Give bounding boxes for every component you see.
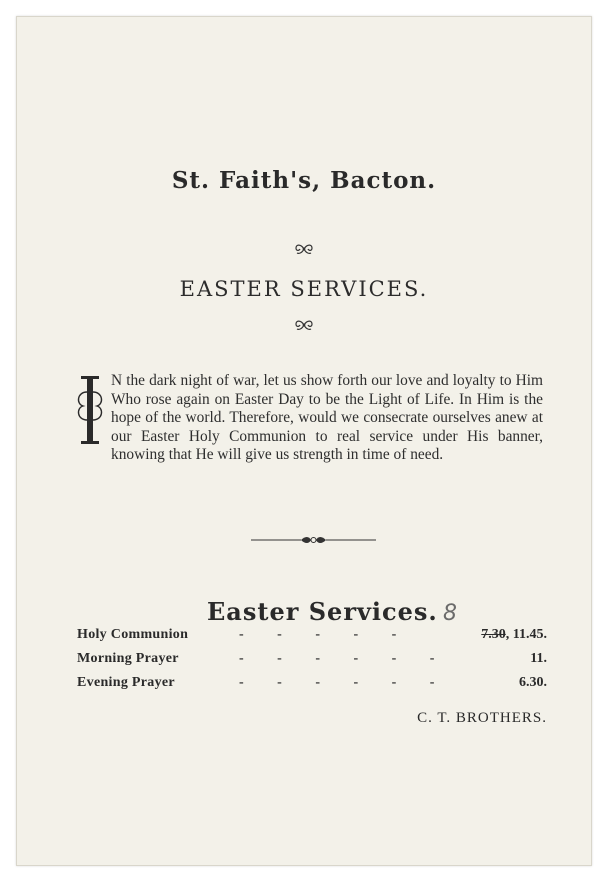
- service-name: Holy Communion: [77, 627, 189, 642]
- service-row: [77, 627, 547, 649]
- parish-title: St. Faith's, Bacton.: [171, 167, 437, 194]
- leader-dots: - - - - - -: [239, 651, 450, 666]
- service-name: Evening Prayer: [77, 675, 175, 690]
- message-paragraph: [73, 372, 543, 465]
- services-title: Easter Services.: [207, 597, 438, 626]
- drop-cap-icon: [73, 372, 107, 448]
- handwritten-note: 8: [443, 601, 457, 626]
- service-time: 11.: [530, 651, 547, 666]
- message-text: N the dark night of war, let us show forth our love and loyalty to Him Who rose again on Easter Day to be the Light of Life. In Him is the hope of the world. Therefore, would we consecrate ourselves anew at our Easter Holy Communion to real service under His banner, knowing that He will give us strength in time of need.: [111, 372, 543, 464]
- ornament-icon: [293, 319, 315, 331]
- service-time: 6.30.: [519, 675, 547, 690]
- service-name: Morning Prayer: [77, 651, 179, 666]
- service-time-value: , 11.45.: [505, 627, 547, 642]
- leader-dots: - - - - -: [239, 627, 412, 642]
- easter-card: [16, 16, 592, 866]
- divider-ornament-icon: [251, 535, 376, 545]
- struck-time: 7.30: [481, 627, 506, 642]
- leader-dots: - - - - - -: [239, 675, 450, 690]
- ornament-icon: [293, 243, 315, 255]
- service-row: [77, 651, 547, 673]
- page-heading: EASTER SERVICES.: [179, 277, 429, 301]
- signature: C. T. BROTHERS.: [417, 710, 547, 726]
- service-time: [481, 627, 547, 643]
- service-row: [77, 675, 547, 697]
